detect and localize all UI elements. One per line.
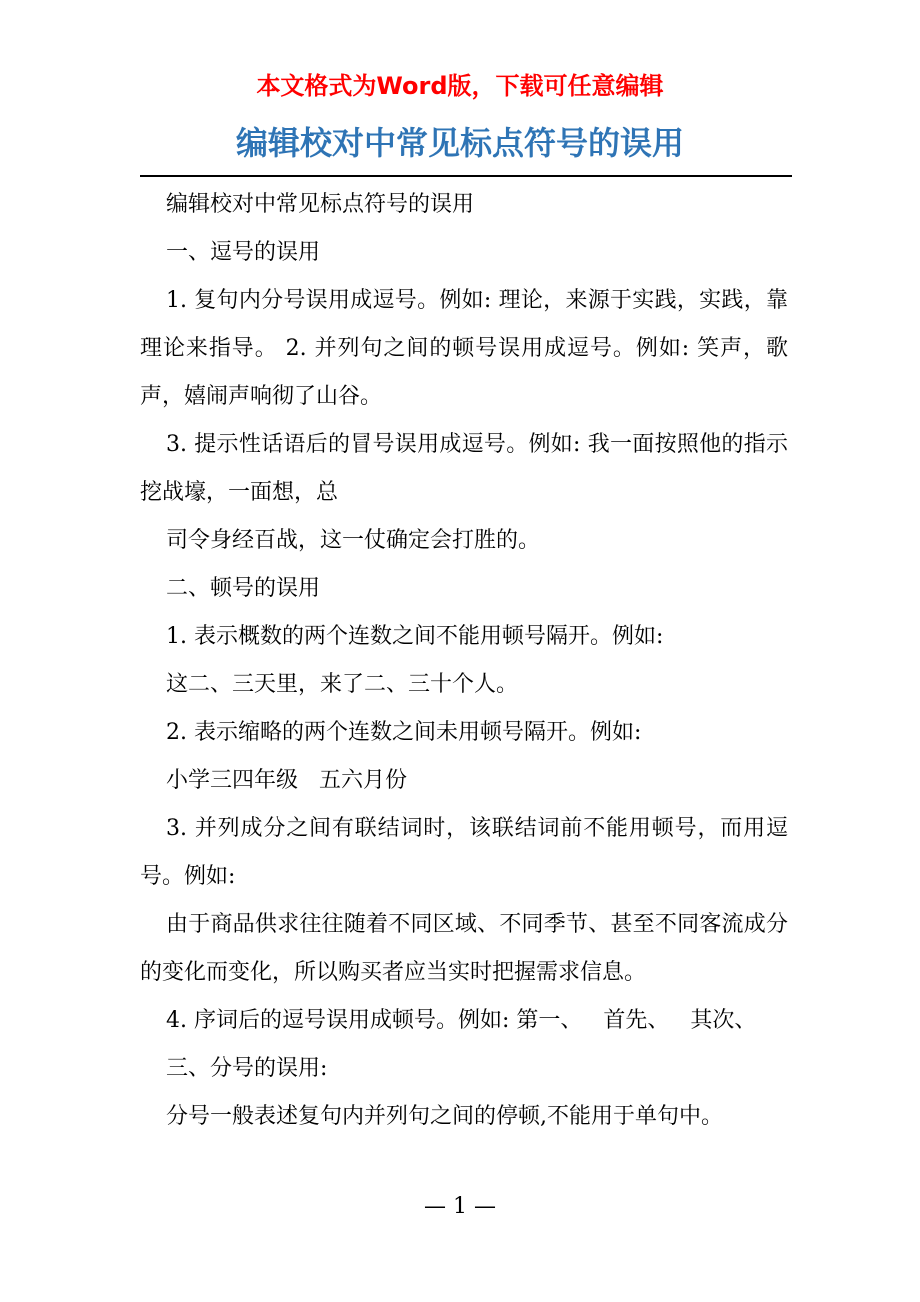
paragraph: 司令身经百战，这一仗确定会打胜的。 — [166, 528, 541, 553]
paragraph: 2. 表示缩略的两个连数之间未用顿号隔开。例如: — [166, 720, 642, 745]
paragraph: 1. 表示概数的两个连数之间不能用顿号隔开。例如: — [166, 624, 664, 649]
paragraph: 3. 提示性话语后的冒号误用成逗号。例如: 我一面按照他的指示挖战壕，一面想，总 — [140, 432, 788, 505]
paragraph: 分号一般表述复句内并列句之间的停顿,不能用于单句中。 — [166, 1104, 723, 1129]
example-text: 这二、三天里，来了二、三十个人。 — [166, 672, 519, 697]
paragraph: 4. 序词后的逗号误用成顿号。例如: 第一、 首先、 其次、 — [166, 1008, 757, 1033]
section-heading-dunhao: 二、顿号的误用 — [166, 576, 321, 601]
example-text: 小学三四年级 五六月份 — [166, 768, 407, 793]
example-text: 由于商品供求往往随着不同区域、不同季节、甚至不同客流成分的变化而变化，所以购买者应当实时把握需求信息。 — [140, 912, 788, 985]
page-number: — 1 — — [424, 1194, 496, 1219]
paragraph-heading: 编辑校对中常见标点符号的误用 — [166, 192, 475, 217]
document-body — [140, 181, 788, 1141]
document-title: 编辑校对中常见标点符号的误用 — [235, 124, 684, 162]
download-notice: 本文格式为Word版，下载可任意编辑 — [256, 72, 664, 100]
paragraph: 3. 并列成分之间有联结词时，该联结词前不能用顿号，而用逗号。例如: — [140, 816, 788, 889]
section-heading-semicolon: 三、分号的误用: — [166, 1056, 328, 1081]
paragraph: 1. 复句内分号误用成逗号。例如: 理论，来源于实践，实践，靠理论来指导。 2. 并列句之间的顿号误用成逗号。例如: 笑声，歌声，嬉闹声响彻了山谷。 — [140, 288, 788, 409]
title-divider — [140, 175, 792, 177]
section-heading-comma: 一、逗号的误用 — [166, 240, 321, 265]
